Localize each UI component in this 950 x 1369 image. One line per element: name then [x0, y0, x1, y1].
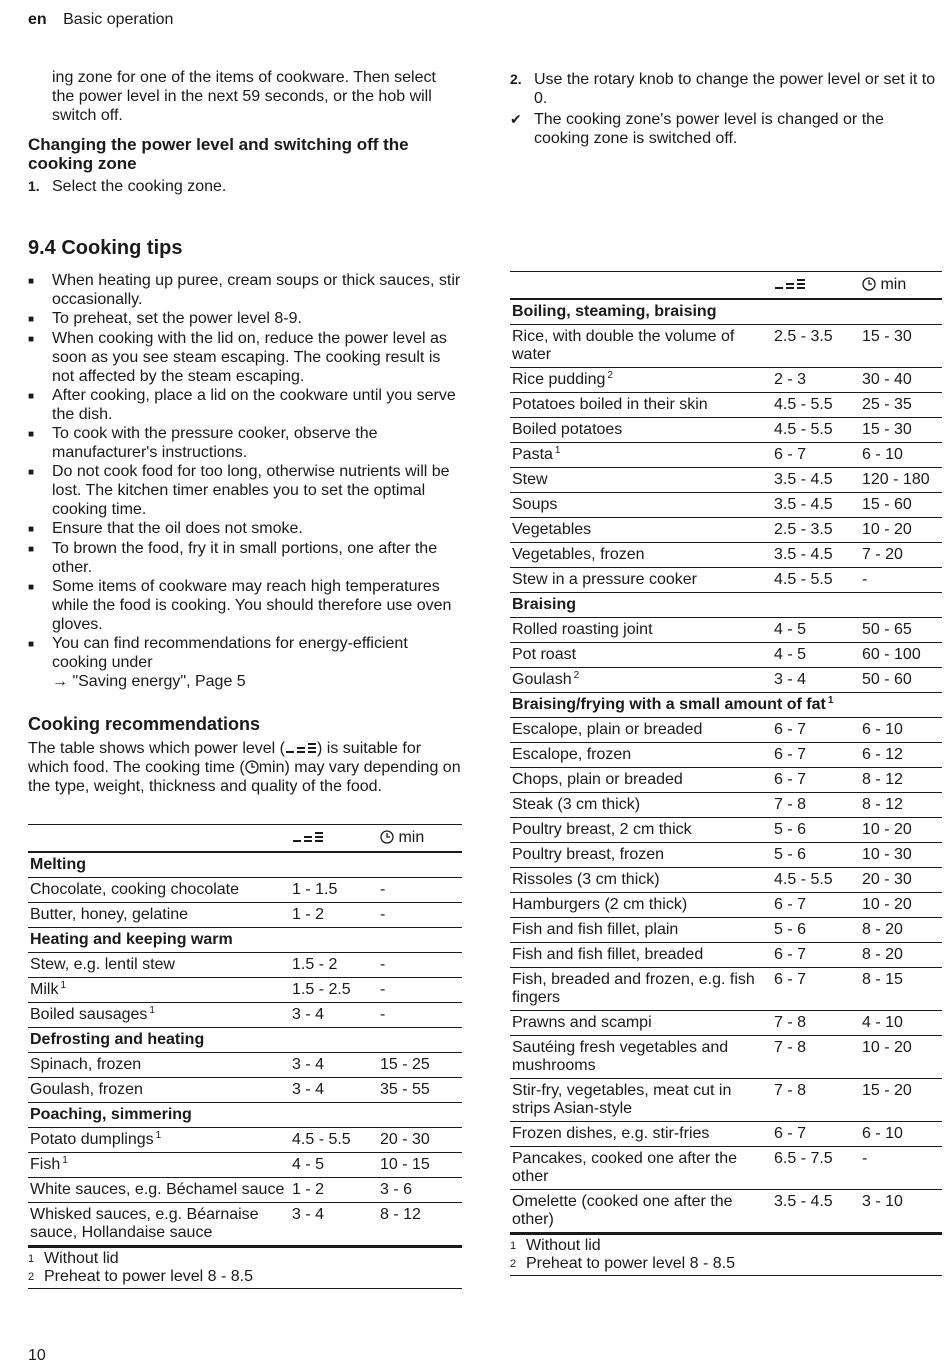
food-name: Fish, breaded and frozen, e.g. fish fingers	[512, 971, 755, 1006]
power-level: 6 - 7	[772, 968, 860, 1011]
cooking-time: 8 - 12	[378, 1203, 462, 1246]
left-intro	[28, 68, 462, 198]
food-name: Pot roast	[512, 646, 577, 663]
power-level: 4 - 5	[772, 618, 860, 643]
table-row	[510, 568, 942, 593]
cooking-time: 8 - 20	[860, 918, 942, 943]
food-name: Fish and fish fillet, breaded	[512, 946, 704, 963]
tip-text: Ensure that the oil does not smoke.	[52, 520, 303, 537]
category-row	[510, 693, 942, 718]
table-row	[510, 1190, 942, 1233]
category-row	[28, 852, 462, 878]
table-row	[510, 493, 942, 518]
power-level-icon	[285, 743, 317, 755]
power-level: 1 - 2	[290, 903, 378, 928]
tip-text: You can find recommendations for energy-efficient cooking under	[52, 635, 408, 671]
category-row	[510, 299, 942, 325]
page-header	[28, 10, 173, 29]
section-name: Basic operation	[63, 11, 174, 28]
food-name: Potato dumplings	[30, 1131, 154, 1148]
list-item	[28, 519, 462, 539]
footnote-ref: 2	[607, 370, 613, 381]
food-name: White sauces, e.g. Béchamel sauce	[30, 1181, 285, 1198]
bullet-icon: ■	[28, 429, 35, 440]
table-row	[510, 468, 942, 493]
table-row	[510, 518, 942, 543]
cooking-time: 7 - 20	[860, 543, 942, 568]
power-level: 4.5 - 5.5	[772, 393, 860, 418]
food-name: Rice, with double the volume of water	[512, 328, 735, 363]
step-1	[28, 177, 462, 196]
cooking-time: 15 - 60	[860, 493, 942, 518]
list-item	[28, 329, 462, 386]
power-level: 4 - 5	[290, 1153, 378, 1178]
food-name: Milk	[30, 981, 59, 998]
food-name: Goulash	[512, 671, 572, 688]
power-level: 4.5 - 5.5	[772, 568, 860, 593]
power-level: 3 - 4	[290, 1053, 378, 1078]
category-row	[510, 593, 942, 618]
power-level: 3.5 - 4.5	[772, 1190, 860, 1233]
food-name: Spinach, frozen	[30, 1056, 142, 1073]
table-row	[510, 743, 942, 768]
food-name: Prawns and scampi	[512, 1014, 652, 1031]
food-name: Fish and fish fillet, plain	[512, 921, 679, 938]
power-level: 2.5 - 3.5	[772, 325, 860, 368]
table-row	[28, 1178, 462, 1203]
step-result	[510, 110, 942, 148]
food-name: Poultry breast, 2 cm thick	[512, 821, 692, 838]
bullet-icon: ■	[28, 391, 35, 402]
power-level: 1.5 - 2	[290, 953, 378, 978]
footnote	[28, 1250, 462, 1268]
table-row	[510, 368, 942, 393]
table-row	[28, 903, 462, 928]
power-level: 6 - 7	[772, 893, 860, 918]
footnote-text: Without lid	[44, 1250, 119, 1267]
cooking-time: 8 - 12	[860, 768, 942, 793]
table-row	[510, 1147, 942, 1190]
food-name: Stir-fry, vegetables, meat cut in strips Asian-style	[512, 1082, 732, 1117]
power-level: 3 - 4	[772, 668, 860, 693]
table-row	[510, 418, 942, 443]
power-level: 6 - 7	[772, 443, 860, 468]
step-2	[510, 70, 942, 108]
cooking-time: 50 - 65	[860, 618, 942, 643]
tip-text: When cooking with the lid on, reduce the power level as soon as you see steam escaping. The cooking result is not affected by the steam escaping.	[52, 330, 447, 385]
power-level: 4.5 - 5.5	[772, 418, 860, 443]
power-level-icon	[774, 279, 806, 291]
list-item	[28, 634, 462, 672]
power-level: 3 - 4	[290, 1003, 378, 1028]
cooking-time: 15 - 30	[860, 325, 942, 368]
power-level-heading: Changing the power level and switching off the cooking zone	[28, 135, 409, 173]
cooking-time: -	[378, 978, 462, 1003]
power-level: 4.5 - 5.5	[290, 1128, 378, 1153]
power-level: 6 - 7	[772, 743, 860, 768]
table-row	[510, 325, 942, 368]
cooking-time: 8 - 15	[860, 968, 942, 1011]
clock-icon	[862, 277, 876, 291]
footnote-ref: 1	[149, 1005, 155, 1016]
footnote-number: 1	[510, 1240, 517, 1252]
footnote-number: 2	[510, 1258, 517, 1270]
category-label: Poaching, simmering	[30, 1106, 192, 1123]
table-row	[510, 1036, 942, 1079]
step-number: 2.	[510, 71, 522, 87]
cooking-time: 10 - 20	[860, 818, 942, 843]
cooking-time: 15 - 25	[378, 1053, 462, 1078]
cooking-time: 10 - 20	[860, 893, 942, 918]
power-level-icon	[292, 832, 324, 844]
recommendations	[28, 714, 462, 796]
saving-energy-link[interactable]: → "Saving energy", Page 5	[52, 673, 246, 690]
tips-list	[28, 271, 462, 691]
power-level: 6 - 7	[772, 1122, 860, 1147]
table-row	[510, 893, 942, 918]
footnote-ref: 1	[62, 1155, 68, 1166]
table-row	[510, 668, 942, 693]
bullet-icon: ■	[28, 639, 35, 650]
cooking-time: 3 - 10	[860, 1190, 942, 1233]
clock-icon	[245, 760, 259, 774]
cooking-time: -	[378, 903, 462, 928]
cooking-time: 6 - 10	[860, 443, 942, 468]
food-name: Soups	[512, 496, 558, 513]
cooking-time: -	[378, 1003, 462, 1028]
step-text: Select the cooking zone.	[52, 178, 227, 195]
footnote-text: Without lid	[526, 1237, 601, 1254]
food-name: Escalope, plain or breaded	[512, 721, 703, 738]
cooking-time: 25 - 35	[860, 393, 942, 418]
cooking-time: 60 - 100	[860, 643, 942, 668]
food-name: Goulash, frozen	[30, 1081, 143, 1098]
table-row	[510, 793, 942, 818]
table-row	[28, 1003, 462, 1028]
power-level: 1 - 2	[290, 1178, 378, 1203]
power-level: 4.5 - 5.5	[772, 868, 860, 893]
language-code: en	[28, 11, 47, 28]
footnotes	[28, 1246, 462, 1289]
power-level: 4 - 5	[772, 643, 860, 668]
list-item	[28, 577, 462, 634]
table-header	[510, 272, 942, 300]
table-row	[510, 1011, 942, 1036]
table-row	[510, 1122, 942, 1147]
list-item	[28, 539, 462, 577]
power-level: 7 - 8	[772, 793, 860, 818]
cooking-time: 10 - 20	[860, 518, 942, 543]
table-row	[510, 868, 942, 893]
power-level: 6 - 7	[772, 768, 860, 793]
table-row	[510, 443, 942, 468]
tip-text: To preheat, set the power level 8-9.	[52, 310, 302, 327]
food-name: Chops, plain or breaded	[512, 771, 683, 788]
tip-text: Do not cook food for too long, otherwise nutrients will be lost. The kitchen timer enables you to set the optimal cooking time.	[52, 463, 450, 518]
cooking-time: 15 - 20	[860, 1079, 942, 1122]
tip-text: To brown the food, fry it in small portions, one after the other.	[52, 540, 438, 576]
footnote-number: 1	[28, 1253, 35, 1265]
step-text: Use the rotary knob to change the power level or set it to 0.	[534, 71, 936, 107]
power-level: 7 - 8	[772, 1079, 860, 1122]
power-level: 1 - 1.5	[290, 878, 378, 903]
food-name: Pancakes, cooked one after the other	[512, 1150, 738, 1185]
cooking-time: 20 - 30	[378, 1128, 462, 1153]
food-name: Hamburgers (2 cm thick)	[512, 896, 688, 913]
food-name: Potatoes boiled in their skin	[512, 396, 708, 413]
cooking-time: 30 - 40	[860, 368, 942, 393]
cooking-time: -	[378, 953, 462, 978]
food-name: Chocolate, cooking chocolate	[30, 881, 240, 898]
cooking-time: -	[860, 1147, 942, 1190]
power-level: 3.5 - 4.5	[772, 543, 860, 568]
food-name: Stew, e.g. lentil stew	[30, 956, 175, 973]
cooking-time: 20 - 30	[860, 868, 942, 893]
cooking-time: 35 - 55	[378, 1078, 462, 1103]
step-number: 1.	[28, 178, 40, 194]
cooking-time: 50 - 60	[860, 668, 942, 693]
food-name: Vegetables	[512, 521, 592, 538]
food-name: Sautéing fresh vegetables and mushrooms	[512, 1039, 729, 1074]
tip-text: Some items of cookware may reach high temperatures while the food is cooking. You should therefore use oven gloves.	[52, 578, 452, 633]
category-row	[28, 1028, 462, 1053]
table-row	[510, 918, 942, 943]
footnote-number: 2	[28, 1271, 35, 1283]
bullet-icon: ■	[28, 582, 35, 593]
power-level: 6 - 7	[772, 943, 860, 968]
category-label: Braising	[512, 596, 577, 613]
table-row	[510, 1079, 942, 1122]
cooking-time: 6 - 10	[860, 1122, 942, 1147]
page-number: 10	[28, 1347, 46, 1364]
continuation-text: ing zone for one of the items of cookware. Then select the power level in the next 59 seconds, or the hob will switch off.	[52, 69, 436, 124]
tip-text: To cook with the pressure cooker, observe the manufacturer's instructions.	[52, 425, 378, 461]
power-level: 3.5 - 4.5	[772, 493, 860, 518]
list-item	[28, 309, 462, 329]
category-label: Melting	[30, 856, 86, 873]
tip-text: When heating up puree, cream soups or thick sauces, stir occasionally.	[52, 272, 461, 308]
power-level: 3.5 - 4.5	[772, 468, 860, 493]
list-item	[28, 424, 462, 462]
category-row	[28, 1103, 462, 1128]
footnote-ref: 1	[554, 445, 561, 456]
footnote-ref: 1	[155, 1130, 162, 1141]
cooking-time: 8 - 12	[860, 793, 942, 818]
bullet-icon: ■	[28, 276, 35, 287]
power-level: 2.5 - 3.5	[772, 518, 860, 543]
power-level: 2 - 3	[772, 368, 860, 393]
cooking-time: 6 - 10	[860, 718, 942, 743]
table-row	[28, 978, 462, 1003]
cooking-table-right	[510, 271, 942, 1276]
footnote	[510, 1255, 942, 1273]
table-row	[510, 943, 942, 968]
category-label: Defrosting and heating	[30, 1031, 205, 1048]
food-name: Escalope, frozen	[512, 746, 632, 763]
power-level: 5 - 6	[772, 818, 860, 843]
footnote-ref: 1	[60, 980, 66, 991]
table-row	[510, 643, 942, 668]
power-level: 3 - 4	[290, 1203, 378, 1246]
bullet-icon: ■	[28, 467, 35, 478]
table-row	[28, 953, 462, 978]
food-name: Boiled potatoes	[512, 421, 623, 438]
footnote-ref: 2	[573, 670, 580, 681]
right-intro	[510, 68, 942, 150]
power-level: 3 - 4	[290, 1078, 378, 1103]
list-item	[28, 271, 462, 309]
cooking-time: 15 - 30	[860, 418, 942, 443]
cooking-time: 10 - 15	[378, 1153, 462, 1178]
food-name: Steak (3 cm thick)	[512, 796, 641, 813]
power-level: 5 - 6	[772, 918, 860, 943]
list-item	[28, 386, 462, 424]
category-label: Braising/frying with a small amount of fat	[512, 696, 826, 713]
food-name: Fish	[30, 1156, 61, 1173]
category-label: Heating and keeping warm	[30, 931, 233, 948]
time-unit: min	[398, 829, 425, 846]
table-row	[510, 393, 942, 418]
clock-icon	[380, 830, 394, 844]
cooking-time: 3 - 6	[378, 1178, 462, 1203]
table-row	[510, 818, 942, 843]
footnote-ref: 1	[827, 695, 834, 706]
food-name: Rice pudding	[512, 371, 606, 388]
food-name: Rolled roasting joint	[512, 621, 653, 638]
result-text: The cooking zone's power level is changed or the cooking zone is switched off.	[534, 111, 884, 147]
table-row	[28, 1053, 462, 1078]
power-level: 5 - 6	[772, 843, 860, 868]
recommendations-text: The table shows which power level ( ) is suitable for which food. The cooking time ( min) may vary depending on the type, weight, thickness and quality of the food.	[28, 740, 461, 795]
food-name: Vegetables, frozen	[512, 546, 645, 563]
power-level: 7 - 8	[772, 1011, 860, 1036]
power-level: 6 - 7	[772, 718, 860, 743]
table-row	[510, 618, 942, 643]
table-row	[510, 718, 942, 743]
food-name: Butter, honey, gelatine	[30, 906, 189, 923]
cooking-time: 6 - 12	[860, 743, 942, 768]
category-label: Boiling, steaming, braising	[512, 303, 717, 320]
power-level: 6.5 - 7.5	[772, 1147, 860, 1190]
power-level: 7 - 8	[772, 1036, 860, 1079]
food-name: Rissoles (3 cm thick)	[512, 871, 660, 888]
bullet-icon: ■	[28, 544, 35, 555]
footnote-text: Preheat to power level 8 - 8.5	[44, 1268, 254, 1285]
list-item	[28, 462, 462, 519]
tip-text: After cooking, place a lid on the cookware until you serve the dish.	[52, 387, 456, 423]
table-row	[28, 1153, 462, 1178]
recommendations-title: Cooking recommendations	[28, 714, 261, 734]
footnote	[510, 1237, 942, 1255]
cooking-time: 4 - 10	[860, 1011, 942, 1036]
food-name: Whisked sauces, e.g. Béarnaise sauce, Hollandaise sauce	[30, 1206, 259, 1241]
food-name: Frozen dishes, e.g. stir-fries	[512, 1125, 710, 1142]
footnote	[28, 1268, 462, 1286]
table-row	[28, 878, 462, 903]
food-name: Poultry breast, frozen	[512, 846, 665, 863]
cooking-time: 10 - 30	[860, 843, 942, 868]
footnotes	[510, 1233, 942, 1276]
table-row	[28, 1078, 462, 1103]
table-row	[28, 1128, 462, 1153]
cooking-table-left	[28, 824, 462, 1289]
food-name: Stew in a pressure cooker	[512, 571, 697, 588]
table-row	[510, 968, 942, 1011]
time-unit: min	[880, 276, 907, 293]
food-name: Stew	[512, 471, 548, 488]
table-row	[510, 543, 942, 568]
food-name: Omelette (cooked one after the other)	[512, 1193, 733, 1228]
footnote-text: Preheat to power level 8 - 8.5	[526, 1255, 736, 1272]
power-level: 1.5 - 2.5	[290, 978, 378, 1003]
bullet-icon: ■	[28, 314, 35, 325]
food-name: Pasta	[512, 446, 553, 463]
table-row	[28, 1203, 462, 1246]
cooking-time: 8 - 20	[860, 943, 942, 968]
table-row	[510, 768, 942, 793]
cooking-time: 10 - 20	[860, 1036, 942, 1079]
bullet-icon: ■	[28, 524, 35, 535]
cooking-time: -	[860, 568, 942, 593]
table-header	[28, 825, 462, 853]
category-row	[28, 928, 462, 953]
bullet-icon: ■	[28, 334, 35, 345]
checkmark-icon: ✔	[510, 111, 522, 127]
section-title: 9.4 Cooking tips	[28, 237, 183, 259]
cooking-time: -	[378, 878, 462, 903]
food-name: Boiled sausages	[30, 1006, 148, 1023]
table-row	[510, 843, 942, 868]
cooking-time: 120 - 180	[860, 468, 942, 493]
